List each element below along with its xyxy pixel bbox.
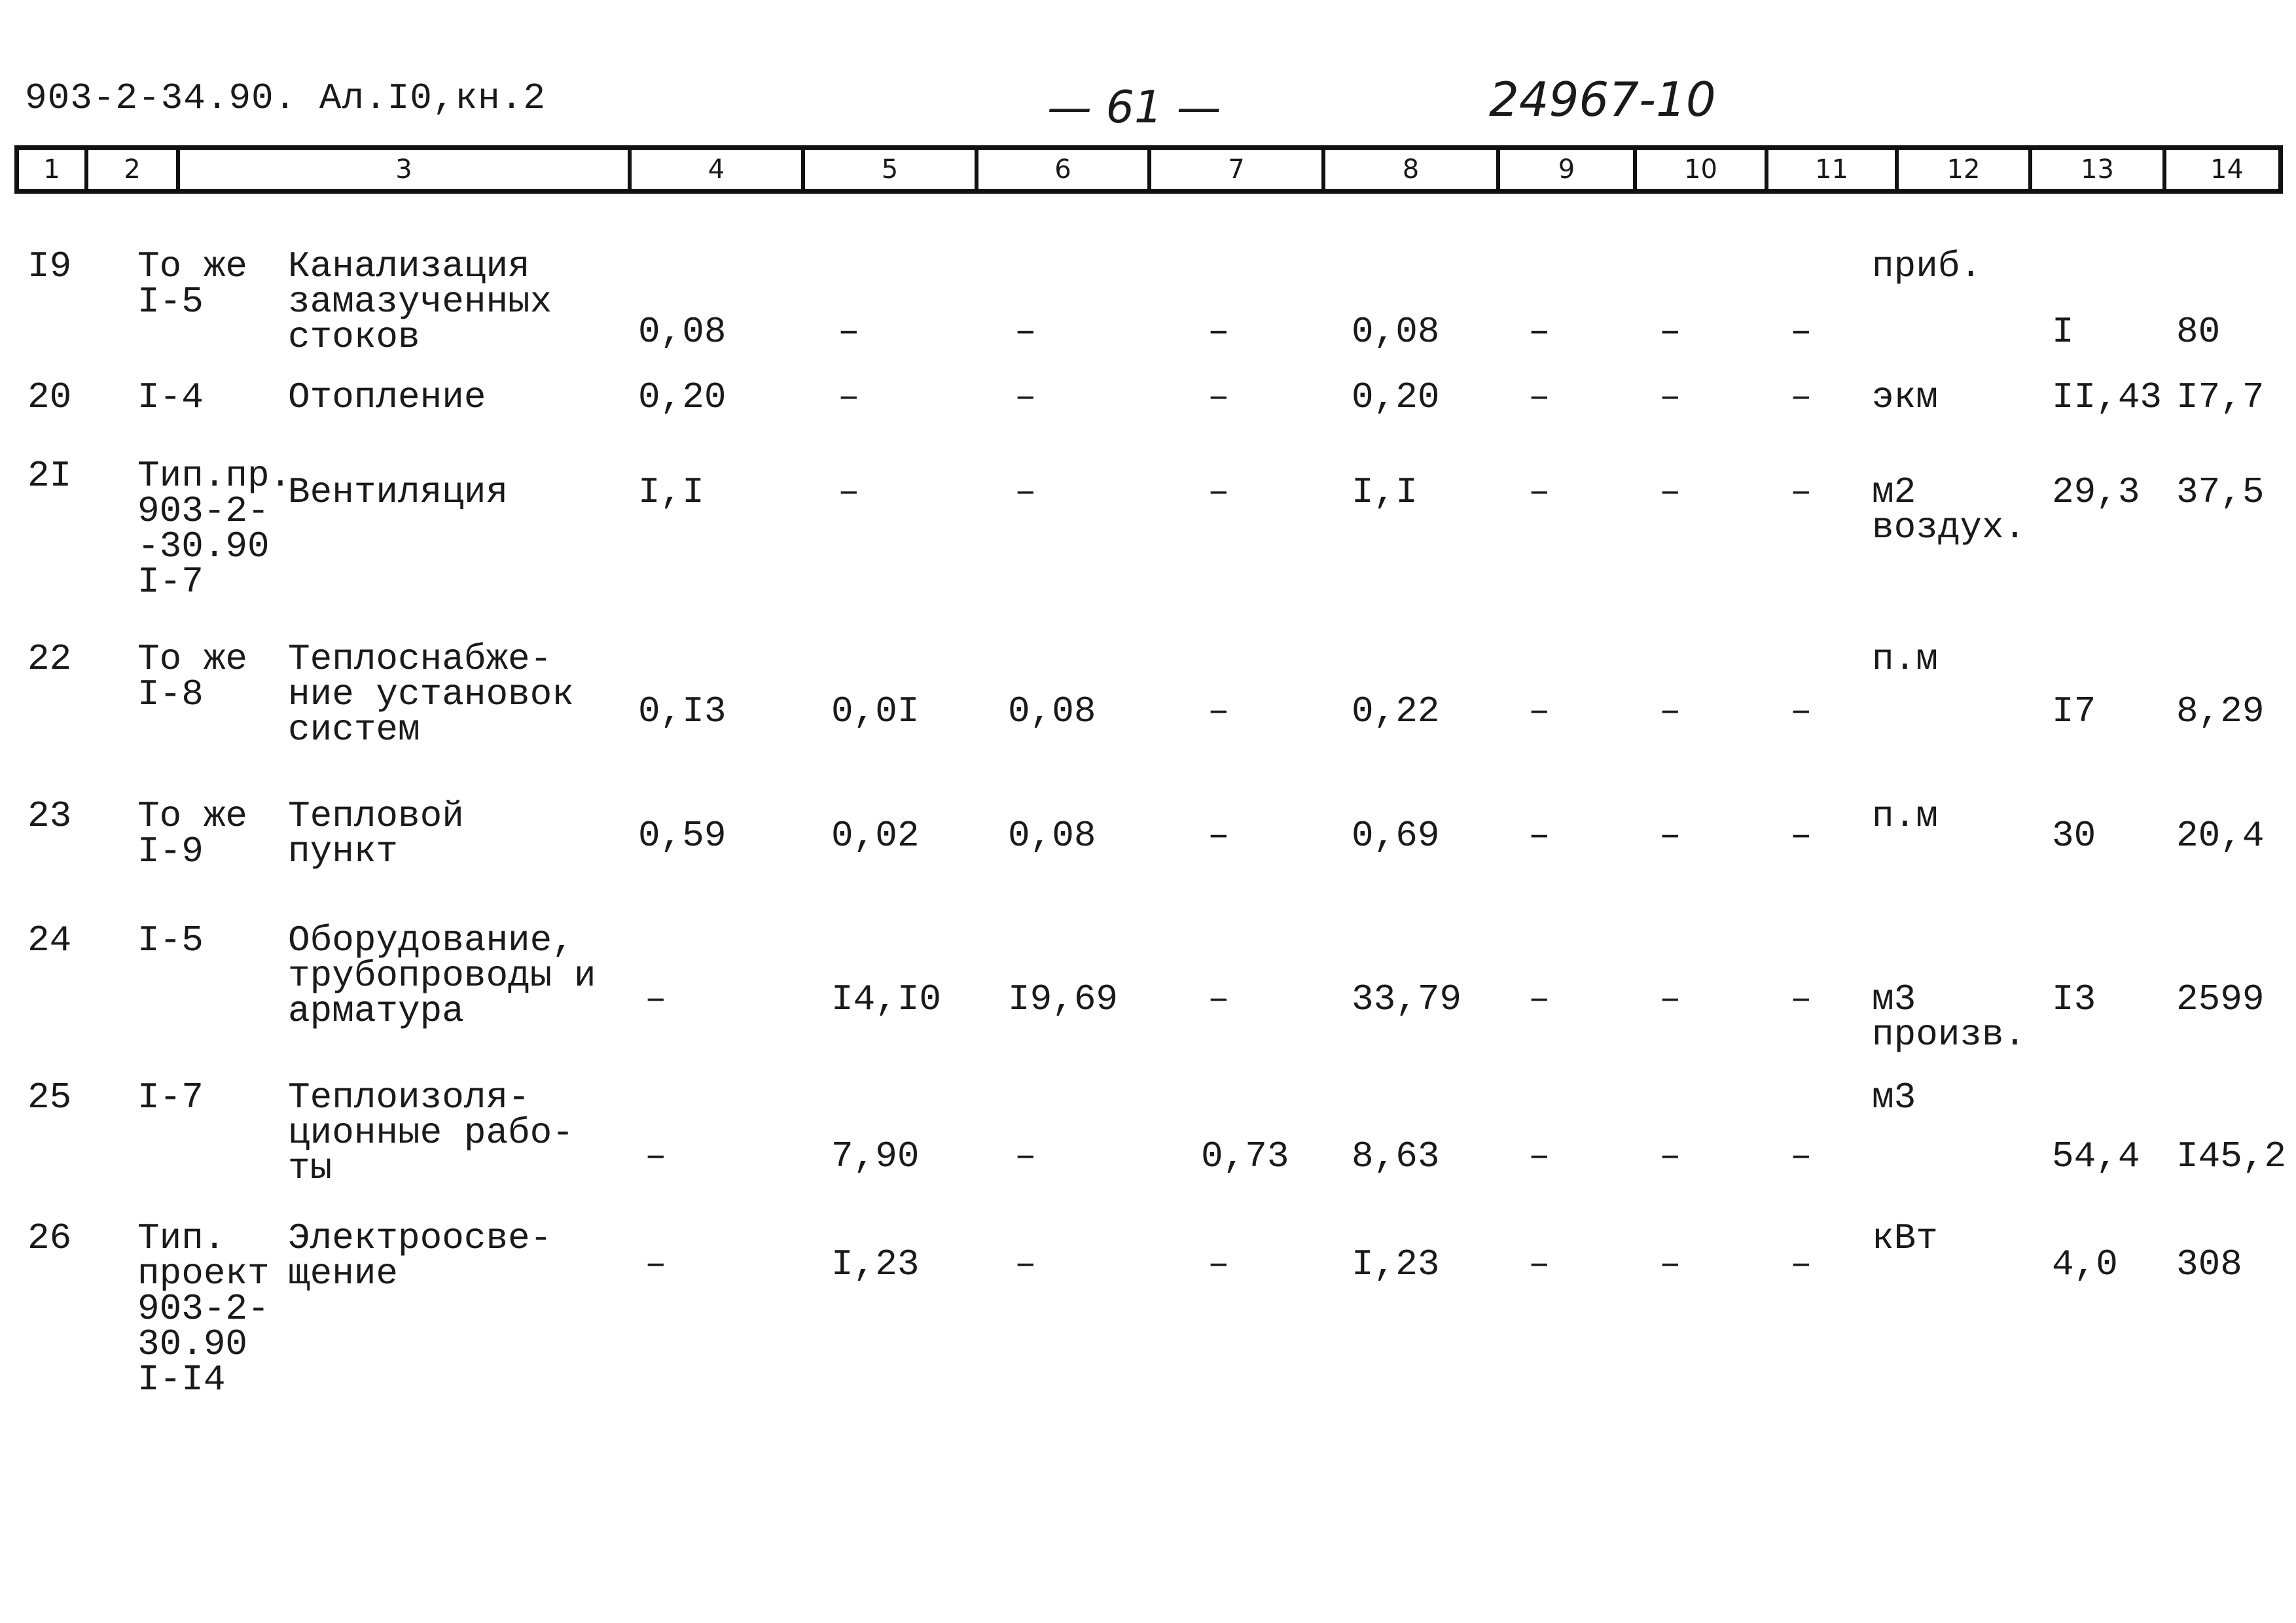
cell-n: 23 [27, 795, 72, 837]
cell-c8: 0,22 [1352, 690, 1440, 732]
cell-c13: 4,0 [2052, 1243, 2118, 1285]
cell-c11: – [1790, 376, 1812, 418]
cell-unit: приб. [1872, 245, 1982, 287]
cell-n: 22 [27, 638, 72, 680]
cell-c8: 0,08 [1352, 311, 1440, 353]
cell-c5: 7,90 [831, 1135, 920, 1177]
cell-c8: 0,20 [1352, 376, 1440, 418]
cell-c13: 29,3 [2052, 471, 2140, 513]
cell-c8: 33,79 [1352, 978, 1462, 1020]
cell-work: Канализация замазученных стоков [288, 245, 552, 358]
cell-c10: – [1659, 471, 1681, 513]
cell-c14: 2599 [2176, 978, 2265, 1020]
cell-c6: – [1014, 1135, 1037, 1177]
cell-ref: I-5 [137, 919, 204, 961]
cell-c14: I7,7 [2176, 376, 2265, 418]
cell-c7: – [1208, 690, 1230, 732]
cell-c10: – [1659, 815, 1681, 857]
cell-c5: – [838, 471, 860, 513]
cell-c13: I3 [2052, 978, 2096, 1020]
column-header-13: 13 [2028, 150, 2162, 189]
cell-c4: 0,20 [638, 376, 726, 418]
cell-c9: – [1528, 978, 1551, 1020]
cell-n: 2I [27, 455, 72, 497]
cell-unit: кВт [1872, 1217, 1938, 1259]
cell-c7: – [1208, 471, 1230, 513]
cell-work: Оборудование, трубопроводы и арматура [288, 919, 596, 1032]
cell-c7: 0,73 [1201, 1135, 1289, 1177]
cell-c10: – [1659, 1243, 1681, 1285]
cell-c8: I,I [1352, 471, 1418, 513]
cell-c10: – [1659, 978, 1681, 1020]
cell-c8: 8,63 [1352, 1135, 1440, 1177]
cell-c4: – [645, 978, 667, 1020]
cell-c11: – [1790, 471, 1812, 513]
cell-c10: – [1659, 311, 1681, 353]
cell-unit: экм [1872, 376, 1938, 418]
cell-c4: 0,08 [638, 311, 726, 353]
cell-c13: I [2052, 311, 2074, 353]
cell-c9: – [1528, 471, 1551, 513]
cell-c7: – [1208, 978, 1230, 1020]
column-header-1: 1 [43, 154, 60, 185]
cell-c13: 54,4 [2052, 1135, 2140, 1177]
cell-ref: То же I-8 [137, 638, 248, 715]
cell-c10: – [1659, 376, 1681, 418]
cell-c4: 0,I3 [638, 690, 726, 732]
cell-c9: – [1528, 815, 1551, 857]
cell-c14: 308 [2176, 1243, 2242, 1285]
cell-c5: – [838, 311, 860, 353]
cell-n: 24 [27, 919, 72, 961]
cell-c13: I7 [2052, 690, 2096, 732]
cell-c11: – [1790, 1135, 1812, 1177]
cell-c9: – [1528, 376, 1551, 418]
cell-n: I9 [27, 245, 72, 287]
cell-c11: – [1790, 978, 1812, 1020]
cell-c14: I45,2 [2176, 1135, 2287, 1177]
cell-n: 25 [27, 1077, 72, 1118]
cell-c7: – [1208, 815, 1230, 857]
cell-c6: – [1014, 311, 1037, 353]
column-header-12: 12 [1895, 150, 2028, 189]
cell-work: Теплоснабже- ние установок систем [288, 638, 574, 751]
cell-work: Тепловой пункт [288, 795, 464, 872]
cell-work: Теплоизоля- ционные рабо- ты [288, 1077, 574, 1189]
cell-c5: I,23 [831, 1243, 920, 1285]
column-header-7: 7 [1147, 150, 1321, 189]
cell-ref: Тип. проект 903-2- 30.90 I-I4 [137, 1217, 270, 1400]
cell-ref: I-7 [137, 1077, 204, 1118]
cell-c14: 80 [2176, 311, 2221, 353]
cell-c4: 0,59 [638, 815, 726, 857]
cell-c4: – [645, 1135, 667, 1177]
column-header-9: 9 [1496, 150, 1633, 189]
column-header-3: 3 [176, 150, 628, 189]
cell-c6: 0,08 [1008, 815, 1096, 857]
cell-c14: 20,4 [2176, 815, 2265, 857]
cell-ref: То же I-5 [137, 245, 248, 323]
page-number: — 61 — [1047, 82, 1221, 134]
cell-c13: II,43 [2052, 376, 2162, 418]
column-header-5: 5 [801, 150, 975, 189]
cell-unit: п.м [1872, 638, 1938, 680]
cell-unit: п.м [1872, 795, 1938, 837]
cell-c8: I,23 [1352, 1243, 1440, 1285]
cell-work: Отопление [288, 376, 486, 418]
column-header-6: 6 [975, 150, 1147, 189]
column-header-row [14, 145, 2283, 194]
cell-c9: – [1528, 1243, 1551, 1285]
cell-c11: – [1790, 690, 1812, 732]
cell-c10: – [1659, 690, 1681, 732]
cell-c5: 0,02 [831, 815, 920, 857]
cell-ref: Тип.пр. 903-2- -30.90 I-7 [137, 455, 292, 603]
cell-c8: 0,69 [1352, 815, 1440, 857]
cell-c7: – [1208, 376, 1230, 418]
cell-c6: – [1014, 471, 1037, 513]
cell-c14: 8,29 [2176, 690, 2265, 732]
cell-ref: I-4 [137, 376, 204, 418]
cell-unit: м3 произв. [1872, 978, 2026, 1056]
cell-c4: I,I [638, 471, 704, 513]
cell-c6: – [1014, 1243, 1037, 1285]
cell-c9: – [1528, 1135, 1551, 1177]
cell-c11: – [1790, 311, 1812, 353]
column-header-4: 4 [628, 150, 801, 189]
cell-c13: 30 [2052, 815, 2096, 857]
column-header-11: 11 [1765, 150, 1895, 189]
cell-unit: м2 воздух. [1872, 471, 2026, 548]
cell-ref: То же I-9 [137, 795, 248, 872]
cell-c7: – [1208, 1243, 1230, 1285]
cell-c6: 0,08 [1008, 690, 1096, 732]
cell-work: Вентиляция [288, 471, 509, 513]
cell-c6: I9,69 [1008, 978, 1119, 1020]
cell-c9: – [1528, 690, 1551, 732]
cell-n: 20 [27, 376, 72, 418]
cell-c4: – [645, 1243, 667, 1285]
column-header-2: 2 [84, 150, 176, 189]
cell-c11: – [1790, 815, 1812, 857]
cell-c10: – [1659, 1135, 1681, 1177]
cell-unit: м3 [1872, 1077, 1916, 1118]
column-header-14: 14 [2162, 150, 2287, 189]
cell-c5: 0,0I [831, 690, 920, 732]
cell-c9: – [1528, 311, 1551, 353]
cell-c6: – [1014, 376, 1037, 418]
cell-work: Электроосве- щение [288, 1217, 552, 1294]
cell-c11: – [1790, 1243, 1812, 1285]
cell-c5: – [838, 376, 860, 418]
column-header-10: 10 [1633, 150, 1765, 189]
cell-c7: – [1208, 311, 1230, 353]
cell-c14: 37,5 [2176, 471, 2265, 513]
cell-c5: I4,I0 [831, 978, 942, 1020]
document-code: 903-2-34.90. Ал.I0,кн.2 [25, 77, 546, 119]
column-header-8: 8 [1321, 150, 1496, 189]
cell-n: 26 [27, 1217, 72, 1259]
inventory-number: 24967-10 [1489, 72, 1716, 127]
